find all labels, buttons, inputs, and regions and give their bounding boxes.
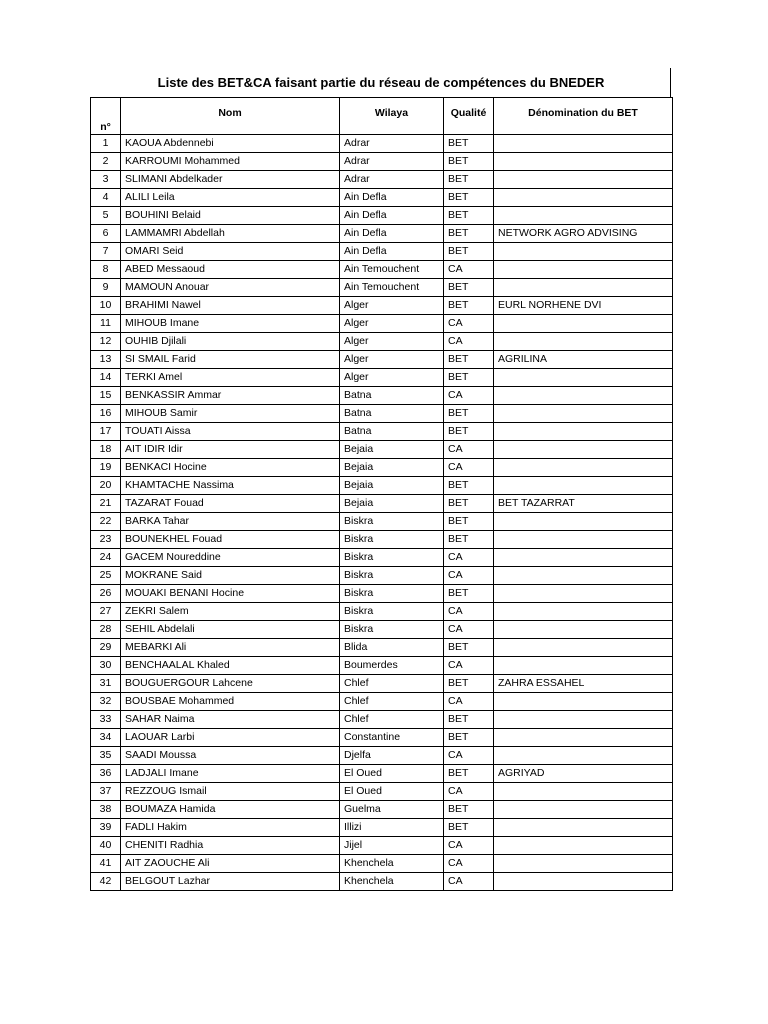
cell-qualite: CA (444, 567, 494, 585)
cell-denomination (494, 585, 673, 603)
table-row (91, 621, 673, 639)
table-header-row (91, 98, 673, 135)
cell-nom: ZEKRI Salem (121, 603, 340, 621)
table-row (91, 315, 673, 333)
table-row (91, 729, 673, 747)
cell-nom: MOKRANE Said (121, 567, 340, 585)
table-row (91, 477, 673, 495)
table-row (91, 279, 673, 297)
table-row (91, 711, 673, 729)
table-row (91, 243, 673, 261)
cell-nom: MIHOUB Imane (121, 315, 340, 333)
cell-qualite: CA (444, 837, 494, 855)
table-row (91, 405, 673, 423)
cell-wilaya: Ain Temouchent (340, 261, 444, 279)
cell-wilaya: Chlef (340, 693, 444, 711)
cell-num: 40 (91, 837, 121, 855)
cell-qualite: BET (444, 423, 494, 441)
cell-nom: OUHIB Djilali (121, 333, 340, 351)
cell-wilaya: Alger (340, 369, 444, 387)
cell-qualite: BET (444, 171, 494, 189)
table-row (91, 783, 673, 801)
cell-denomination (494, 783, 673, 801)
cell-denomination (494, 837, 673, 855)
table-row (91, 693, 673, 711)
table-row (91, 549, 673, 567)
cell-wilaya: Biskra (340, 513, 444, 531)
cell-wilaya: Alger (340, 315, 444, 333)
cell-num: 37 (91, 783, 121, 801)
cell-nom: GACEM Noureddine (121, 549, 340, 567)
cell-nom: TERKI Amel (121, 369, 340, 387)
cell-denomination (494, 333, 673, 351)
cell-nom: BELGOUT Lazhar (121, 873, 340, 891)
cell-nom: SEHIL Abdelali (121, 621, 340, 639)
cell-qualite: CA (444, 621, 494, 639)
cell-num: 1 (91, 135, 121, 153)
cell-qualite: CA (444, 747, 494, 765)
cell-denomination (494, 387, 673, 405)
cell-nom: CHENITI Radhia (121, 837, 340, 855)
cell-wilaya: Chlef (340, 711, 444, 729)
cell-wilaya: Batna (340, 405, 444, 423)
cell-denomination (494, 567, 673, 585)
cell-denomination: BET TAZARRAT (494, 495, 673, 513)
cell-denomination (494, 171, 673, 189)
cell-denomination (494, 729, 673, 747)
cell-qualite: BET (444, 279, 494, 297)
cell-wilaya: Jijel (340, 837, 444, 855)
table-row (91, 333, 673, 351)
cell-qualite: BET (444, 819, 494, 837)
header-denomination: Dénomination du BET (494, 98, 673, 135)
header-qualite: Qualité (444, 98, 494, 135)
cell-num: 22 (91, 513, 121, 531)
cell-wilaya: Khenchela (340, 855, 444, 873)
cell-wilaya: Constantine (340, 729, 444, 747)
cell-wilaya: Boumerdes (340, 657, 444, 675)
cell-wilaya: El Oued (340, 783, 444, 801)
cell-qualite: CA (444, 333, 494, 351)
cell-qualite: BET (444, 369, 494, 387)
cell-num: 31 (91, 675, 121, 693)
cell-num: 29 (91, 639, 121, 657)
cell-nom: BENCHAALAL Khaled (121, 657, 340, 675)
bet-ca-table (90, 97, 673, 891)
cell-wilaya: Blida (340, 639, 444, 657)
cell-wilaya: Ain Defla (340, 207, 444, 225)
cell-qualite: CA (444, 387, 494, 405)
cell-denomination: EURL NORHENE DVI (494, 297, 673, 315)
cell-qualite: BET (444, 405, 494, 423)
cell-wilaya: Adrar (340, 153, 444, 171)
cell-num: 25 (91, 567, 121, 585)
cell-denomination (494, 819, 673, 837)
cell-num: 15 (91, 387, 121, 405)
cell-num: 10 (91, 297, 121, 315)
cell-wilaya: Biskra (340, 567, 444, 585)
cell-num: 36 (91, 765, 121, 783)
cell-denomination (494, 279, 673, 297)
cell-denomination (494, 711, 673, 729)
cell-qualite: BET (444, 675, 494, 693)
cell-denomination (494, 261, 673, 279)
cell-qualite: BET (444, 207, 494, 225)
cell-nom: LAMMAMRI Abdellah (121, 225, 340, 243)
table-row (91, 765, 673, 783)
cell-wilaya: Ain Temouchent (340, 279, 444, 297)
cell-num: 24 (91, 549, 121, 567)
cell-wilaya: Batna (340, 387, 444, 405)
cell-nom: MAMOUN Anouar (121, 279, 340, 297)
cell-nom: KHAMTACHE Nassima (121, 477, 340, 495)
cell-wilaya: Djelfa (340, 747, 444, 765)
cell-nom: BOUHINI Belaid (121, 207, 340, 225)
cell-nom: REZZOUG Ismail (121, 783, 340, 801)
cell-nom: SAHAR Naima (121, 711, 340, 729)
cell-num: 33 (91, 711, 121, 729)
cell-num: 4 (91, 189, 121, 207)
cell-denomination (494, 459, 673, 477)
cell-wilaya: Khenchela (340, 873, 444, 891)
cell-denomination: AGRIYAD (494, 765, 673, 783)
cell-qualite: CA (444, 693, 494, 711)
cell-qualite: BET (444, 711, 494, 729)
cell-num: 2 (91, 153, 121, 171)
cell-wilaya: Biskra (340, 531, 444, 549)
cell-nom: LADJALI Imane (121, 765, 340, 783)
table-body (91, 135, 673, 891)
cell-num: 6 (91, 225, 121, 243)
cell-qualite: BET (444, 243, 494, 261)
cell-qualite: BET (444, 135, 494, 153)
cell-wilaya: Ain Defla (340, 189, 444, 207)
cell-num: 19 (91, 459, 121, 477)
cell-denomination (494, 207, 673, 225)
cell-num: 35 (91, 747, 121, 765)
cell-nom: BENKASSIR Ammar (121, 387, 340, 405)
cell-wilaya: Bejaia (340, 441, 444, 459)
cell-denomination (494, 243, 673, 261)
cell-qualite: BET (444, 585, 494, 603)
cell-num: 34 (91, 729, 121, 747)
cell-denomination (494, 135, 673, 153)
cell-qualite: CA (444, 873, 494, 891)
cell-wilaya: Biskra (340, 585, 444, 603)
cell-num: 16 (91, 405, 121, 423)
cell-qualite: BET (444, 765, 494, 783)
cell-wilaya: Ain Defla (340, 243, 444, 261)
cell-nom: AIT IDIR Idir (121, 441, 340, 459)
cell-qualite: CA (444, 315, 494, 333)
cell-wilaya: Chlef (340, 675, 444, 693)
cell-denomination (494, 657, 673, 675)
table-row (91, 135, 673, 153)
cell-denomination (494, 873, 673, 891)
cell-nom: BOUMAZA Hamida (121, 801, 340, 819)
cell-nom: ALILI Leila (121, 189, 340, 207)
cell-qualite: BET (444, 351, 494, 369)
table-row (91, 459, 673, 477)
cell-nom: KARROUMI Mohammed (121, 153, 340, 171)
cell-denomination: ZAHRA ESSAHEL (494, 675, 673, 693)
cell-num: 14 (91, 369, 121, 387)
cell-denomination (494, 423, 673, 441)
cell-num: 41 (91, 855, 121, 873)
cell-denomination (494, 549, 673, 567)
cell-nom: MIHOUB Samir (121, 405, 340, 423)
table-row (91, 297, 673, 315)
table-row (91, 495, 673, 513)
table-row (91, 531, 673, 549)
cell-qualite: BET (444, 729, 494, 747)
cell-denomination (494, 747, 673, 765)
cell-denomination (494, 513, 673, 531)
cell-wilaya: Ain Defla (340, 225, 444, 243)
cell-denomination (494, 369, 673, 387)
cell-qualite: BET (444, 189, 494, 207)
table-row (91, 837, 673, 855)
cell-denomination (494, 153, 673, 171)
cell-num: 5 (91, 207, 121, 225)
cell-wilaya: Biskra (340, 621, 444, 639)
cell-qualite: CA (444, 459, 494, 477)
cell-num: 17 (91, 423, 121, 441)
cell-nom: TAZARAT Fouad (121, 495, 340, 513)
cell-wilaya: Bejaia (340, 459, 444, 477)
cell-wilaya: El Oued (340, 765, 444, 783)
document-title: Liste des BET&CA faisant partie du réseau de compétences du BNEDER (157, 75, 605, 90)
table-row (91, 369, 673, 387)
cell-denomination: AGRILINA (494, 351, 673, 369)
table-row (91, 261, 673, 279)
cell-wilaya: Alger (340, 297, 444, 315)
cell-nom: LAOUAR Larbi (121, 729, 340, 747)
cell-qualite: BET (444, 639, 494, 657)
table-row (91, 873, 673, 891)
cell-wilaya: Guelma (340, 801, 444, 819)
cell-nom: BARKA Tahar (121, 513, 340, 531)
cell-denomination (494, 405, 673, 423)
cell-num: 3 (91, 171, 121, 189)
cell-nom: TOUATI Aissa (121, 423, 340, 441)
cell-qualite: BET (444, 297, 494, 315)
cell-wilaya: Adrar (340, 171, 444, 189)
cell-nom: BOUSBAE Mohammed (121, 693, 340, 711)
table-row (91, 171, 673, 189)
header-wilaya: Wilaya (340, 98, 444, 135)
table-row (91, 855, 673, 873)
cell-wilaya: Adrar (340, 135, 444, 153)
cell-wilaya: Illizi (340, 819, 444, 837)
cell-num: 28 (91, 621, 121, 639)
cell-nom: SAADI Moussa (121, 747, 340, 765)
cell-num: 8 (91, 261, 121, 279)
cell-qualite: BET (444, 225, 494, 243)
table-row (91, 639, 673, 657)
cell-num: 38 (91, 801, 121, 819)
cell-qualite: CA (444, 441, 494, 459)
cell-num: 21 (91, 495, 121, 513)
cell-denomination (494, 477, 673, 495)
cell-qualite: CA (444, 855, 494, 873)
cell-wilaya: Batna (340, 423, 444, 441)
cell-qualite: BET (444, 153, 494, 171)
cell-num: 11 (91, 315, 121, 333)
cell-nom: BENKACI Hocine (121, 459, 340, 477)
cell-denomination (494, 855, 673, 873)
cell-num: 30 (91, 657, 121, 675)
cell-nom: MOUAKI BENANI Hocine (121, 585, 340, 603)
cell-nom: SI SMAIL Farid (121, 351, 340, 369)
cell-wilaya: Alger (340, 333, 444, 351)
cell-qualite: CA (444, 657, 494, 675)
table-row (91, 819, 673, 837)
cell-qualite: CA (444, 261, 494, 279)
cell-qualite: CA (444, 549, 494, 567)
table-row (91, 657, 673, 675)
header-num: n° (91, 98, 121, 135)
cell-nom: AIT ZAOUCHE Ali (121, 855, 340, 873)
cell-qualite: BET (444, 531, 494, 549)
cell-nom: SLIMANI Abdelkader (121, 171, 340, 189)
cell-wilaya: Bejaia (340, 477, 444, 495)
cell-num: 32 (91, 693, 121, 711)
cell-qualite: BET (444, 801, 494, 819)
table-row (91, 567, 673, 585)
table-row (91, 513, 673, 531)
cell-wilaya: Alger (340, 351, 444, 369)
cell-qualite: CA (444, 603, 494, 621)
table-row (91, 351, 673, 369)
cell-num: 9 (91, 279, 121, 297)
table-row (91, 225, 673, 243)
table-row (91, 207, 673, 225)
table-row (91, 585, 673, 603)
cell-denomination: NETWORK AGRO ADVISING (494, 225, 673, 243)
cell-qualite: BET (444, 513, 494, 531)
cell-denomination (494, 603, 673, 621)
table-row (91, 189, 673, 207)
cell-num: 20 (91, 477, 121, 495)
cell-denomination (494, 621, 673, 639)
cell-denomination (494, 441, 673, 459)
cell-nom: ABED Messaoud (121, 261, 340, 279)
cell-qualite: BET (444, 477, 494, 495)
table-row (91, 801, 673, 819)
table-row (91, 603, 673, 621)
cell-nom: BRAHIMI Nawel (121, 297, 340, 315)
table-row (91, 387, 673, 405)
cell-nom: BOUGUERGOUR Lahcene (121, 675, 340, 693)
cell-num: 39 (91, 819, 121, 837)
cell-wilaya: Biskra (340, 603, 444, 621)
table-row (91, 441, 673, 459)
cell-denomination (494, 315, 673, 333)
cell-qualite: BET (444, 495, 494, 513)
cell-qualite: CA (444, 783, 494, 801)
cell-num: 12 (91, 333, 121, 351)
cell-num: 26 (91, 585, 121, 603)
cell-denomination (494, 531, 673, 549)
cell-nom: FADLI Hakim (121, 819, 340, 837)
table-row (91, 423, 673, 441)
cell-num: 23 (91, 531, 121, 549)
cell-denomination (494, 801, 673, 819)
cell-num: 7 (91, 243, 121, 261)
cell-denomination (494, 693, 673, 711)
cell-nom: OMARI Seid (121, 243, 340, 261)
table-row (91, 153, 673, 171)
table-row (91, 675, 673, 693)
cell-denomination (494, 639, 673, 657)
cell-num: 42 (91, 873, 121, 891)
cell-denomination (494, 189, 673, 207)
cell-num: 18 (91, 441, 121, 459)
cell-num: 27 (91, 603, 121, 621)
cell-nom: MEBARKI Ali (121, 639, 340, 657)
header-nom: Nom (121, 98, 340, 135)
cell-nom: BOUNEKHEL Fouad (121, 531, 340, 549)
cell-wilaya: Biskra (340, 549, 444, 567)
cell-wilaya: Bejaia (340, 495, 444, 513)
cell-num: 13 (91, 351, 121, 369)
cell-nom: KAOUA Abdennebi (121, 135, 340, 153)
table-row (91, 747, 673, 765)
